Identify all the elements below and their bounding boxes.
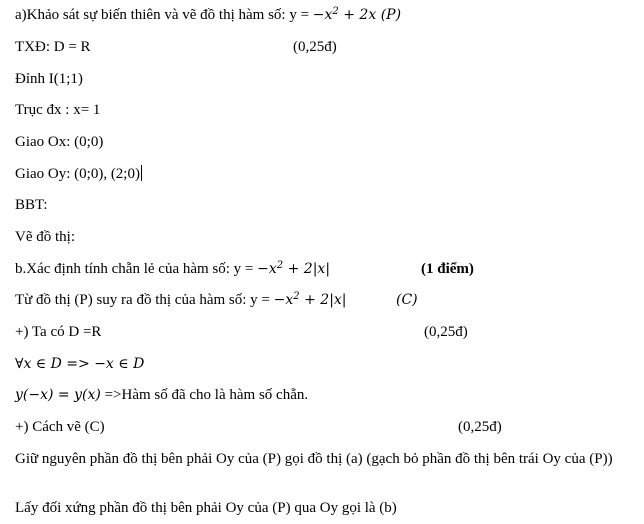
derive-graph-formula: $-x^2 + 2|x|$: [273, 291, 347, 308]
derive-graph-text: Từ đồ thị (P) suy ra đồ thị của hàm số: y =: [15, 292, 274, 308]
even-function-text: =>Hàm số đã cho là hàm số chẵn.: [100, 387, 309, 403]
parabola-label: (P): [380, 7, 402, 23]
drawing-method-line: +) Cách vẽ (C): [15, 419, 105, 435]
part-b-title: b.Xác định tính chẵn lẻ của hàm số: y =: [15, 261, 258, 277]
domain-check-score: (0,25đ): [424, 324, 468, 340]
part-a-heading: [15, 6, 401, 24]
keep-right-part-paragraph: Giữ nguyên phần đồ thị bên phải Oy của (P) gọi đồ thị (a) (gạch bỏ phần đồ thị bên trái Oy của (P)): [15, 451, 613, 467]
text-cursor: [141, 165, 143, 181]
domain-check-line: +) Ta có D =R: [15, 324, 102, 340]
part-a-formula: $-x^2 + 2x$ (P): [312, 6, 402, 23]
axis-of-symmetry-line: Trục đx : x= 1: [15, 102, 101, 118]
oy-intercept-text: Giao Oy: (0;0), (2;0): [15, 166, 140, 182]
part-b-score: (1 điểm): [421, 261, 474, 277]
domain-score: (0,25đ): [293, 39, 337, 55]
domain-text: TXĐ: D = R: [15, 39, 91, 55]
drawing-method-score: (0,25đ): [458, 419, 502, 435]
part-a-title: a)Khảo sát sự biến thiên và vẽ đồ thị hàm số: y =: [15, 7, 313, 23]
forall-statement: ∀x ∈ D => −x ∈ D: [15, 356, 145, 372]
draw-graph-label: Vẽ đồ thị:: [15, 229, 75, 245]
oy-intercept-line: [15, 165, 142, 183]
part-b-heading: [15, 260, 330, 278]
domain-line: [15, 38, 91, 56]
derive-graph-line: [15, 291, 347, 309]
even-function-line: [15, 386, 308, 404]
reflect-part-paragraph: Lấy đối xứng phần đồ thị bên phải Oy của (P) qua Oy gọi là (b): [15, 500, 397, 516]
curve-c-label: (C): [396, 292, 418, 308]
vertex-line: Đỉnh I(1;1): [15, 71, 83, 87]
ox-intercept-line: Giao Ox: (0;0): [15, 134, 104, 150]
variation-table-label: BBT:: [15, 197, 48, 213]
even-function-math: y(−x) = y(x): [15, 387, 101, 403]
part-b-formula: $-x^2 + 2|x|$: [257, 260, 331, 277]
